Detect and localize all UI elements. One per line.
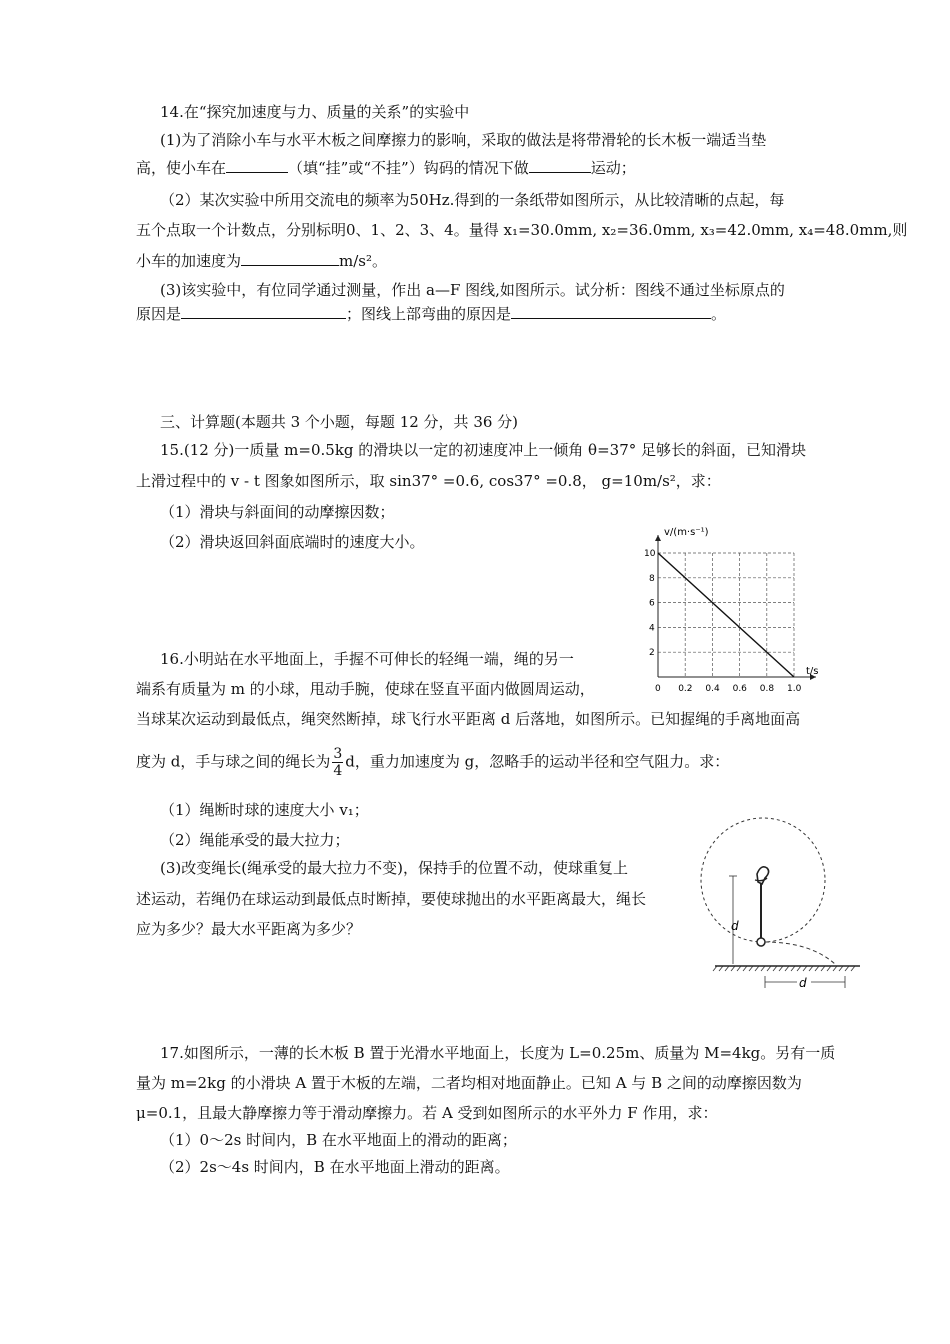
hand-icon <box>757 867 769 884</box>
q14-part2-line3: 小车的加速度为 m/s²。 <box>136 252 388 270</box>
x-tick-label: 1.0 <box>787 684 802 694</box>
x-tick-label: 0.8 <box>759 684 775 694</box>
q16-sub1: （1）绳断时球的速度大小 v₁； <box>160 801 369 819</box>
section-3-heading: 三、计算题(本题共 3 个小题，每题 12 分，共 36 分) <box>160 413 519 431</box>
q16-line4: 度为 d，手与球之间的绳长为 $\frac{3}{4}$ d，重力加速度为 g，忽略手的运动半径和空气阻力。求： <box>136 746 730 779</box>
x-tick-label: 0 <box>655 684 661 694</box>
blank-3[interactable] <box>241 251 339 266</box>
q16-line2: 端系有质量为 m 的小球，甩动手腕，使球在竖直平面内做圆周运动， <box>136 680 595 698</box>
q14-part3-line2: 原因是 ；图线上部弯曲的原因是 。 <box>136 305 727 323</box>
blank-4[interactable] <box>181 304 346 319</box>
y-tick-label: 10 <box>644 549 656 559</box>
y-tick-label: 6 <box>649 598 655 609</box>
q15-sub2: （2）滑块返回斜面底端时的速度大小。 <box>160 533 425 551</box>
circular-motion-figure <box>695 808 865 998</box>
q16-sub2: （2）绳能承受的最大拉力； <box>160 831 350 849</box>
blank-2[interactable] <box>529 158 591 173</box>
chart-series <box>658 553 794 677</box>
blank-5[interactable] <box>511 304 711 319</box>
y-axis-arrow <box>655 535 661 541</box>
projectile-path <box>765 942 835 964</box>
vt-chart <box>630 522 830 697</box>
chart-axes <box>655 535 816 680</box>
height-label: d <box>731 919 739 933</box>
q17-line1: 17.如图所示，一薄的长木板 B 置于光滑水平地面上，长度为 L=0.25m、质量为 M=4kg。另有一质 <box>160 1044 836 1062</box>
x-tick-label: 0.2 <box>678 684 693 694</box>
q15-sub1: （1）滑块与斜面间的动摩擦因数； <box>160 503 395 521</box>
q17-line2: 量为 m=2kg 的小滑块 A 置于木板的左端，二者均相对地面静止。已知 A 与 B 之间的动摩擦因数为 <box>136 1074 802 1092</box>
q17-sub2: （2）2s～4s 时间内，B 在水平地面上滑动的距离。 <box>160 1158 510 1176</box>
q16-line1: 16.小明站在水平地面上，手握不可伸长的轻绳一端，绳的另一 <box>160 650 574 668</box>
y-tick-label: 2 <box>649 648 655 659</box>
q16-sub3-line3: 应为多少？最大水平距离为多少？ <box>136 920 362 938</box>
q15-line2: 上滑过程中的 v - t 图象如图所示，取 sin37° =0.6, cos37° =0.8， g=10m/s²，求： <box>136 472 721 490</box>
y-tick-label: 4 <box>649 623 655 634</box>
fraction-three-quarters: $\frac{3}{4}$ <box>333 746 343 779</box>
q15-line1: 15.(12 分)一质量 m=0.5kg 的滑块以一定的初速度冲上一倾角 θ=37° 足够长的斜面，已知滑块 <box>160 441 807 459</box>
chart-ticks <box>644 549 802 694</box>
velocity-line <box>658 553 794 677</box>
x-tick-label: 0.4 <box>705 684 720 694</box>
blank-1[interactable] <box>226 158 288 173</box>
q14-part3-line1: (3)该实验中，有位同学通过测量，作出 a—F 图线,如图所示。试分析：图线不通过坐标原点的 <box>160 281 785 299</box>
ball <box>757 938 765 946</box>
y-tick-label: 8 <box>649 573 655 584</box>
distance-label: d <box>799 976 807 990</box>
q16-sub3-line1: (3)改变绳长(绳承受的最大拉力不变)，保持手的位置不动，使球重复上 <box>160 859 628 877</box>
q14-part2-line2: 五个点取一个计数点，分别标明0、1、2、3、4。量得 x₁=30.0mm, x₂=36.0mm, x₃=42.0mm, x₄=48.0mm,则 <box>136 221 908 239</box>
y-axis-label: v/(m·s⁻¹) <box>664 527 709 538</box>
q14-part2-line1: （2）某次实验中所用交流电的频率为50Hz.得到的一条纸带如图所示，从比较清晰的点起，每 <box>160 191 785 209</box>
x-axis-label: t/s <box>806 666 819 677</box>
ground-hatching <box>713 966 855 971</box>
x-tick-label: 0.6 <box>732 684 747 694</box>
q16-sub3-line2: 述运动，若绳仍在球运动到最低点时断掉，要使球抛出的水平距离最大，绳长 <box>136 890 647 908</box>
q14-part1-line1: (1)为了消除小车与水平木板之间摩擦力的影响，采取的做法是将带滑轮的长木板一端适当垫 <box>160 131 767 149</box>
q17-line3: μ=0.1，且最大静摩擦力等于滑动摩擦力。若 A 受到如图所示的水平外力 F 作用，求： <box>136 1104 718 1122</box>
q16-line3: 当球某次运动到最低点，绳突然断掉，球飞行水平距离 d 后落地，如图所示。已知握绳的手离地面高 <box>136 710 801 728</box>
q14-part1-line2: 高，使小车在 （填“挂”或“不挂”）钩码的情况下做 运动； <box>136 159 636 177</box>
q14-title: 14.在“探究加速度与力、质量的关系”的实验中 <box>160 103 470 121</box>
q17-sub1: （1）0～2s 时间内，B 在水平地面上的滑动的距离； <box>160 1131 517 1149</box>
